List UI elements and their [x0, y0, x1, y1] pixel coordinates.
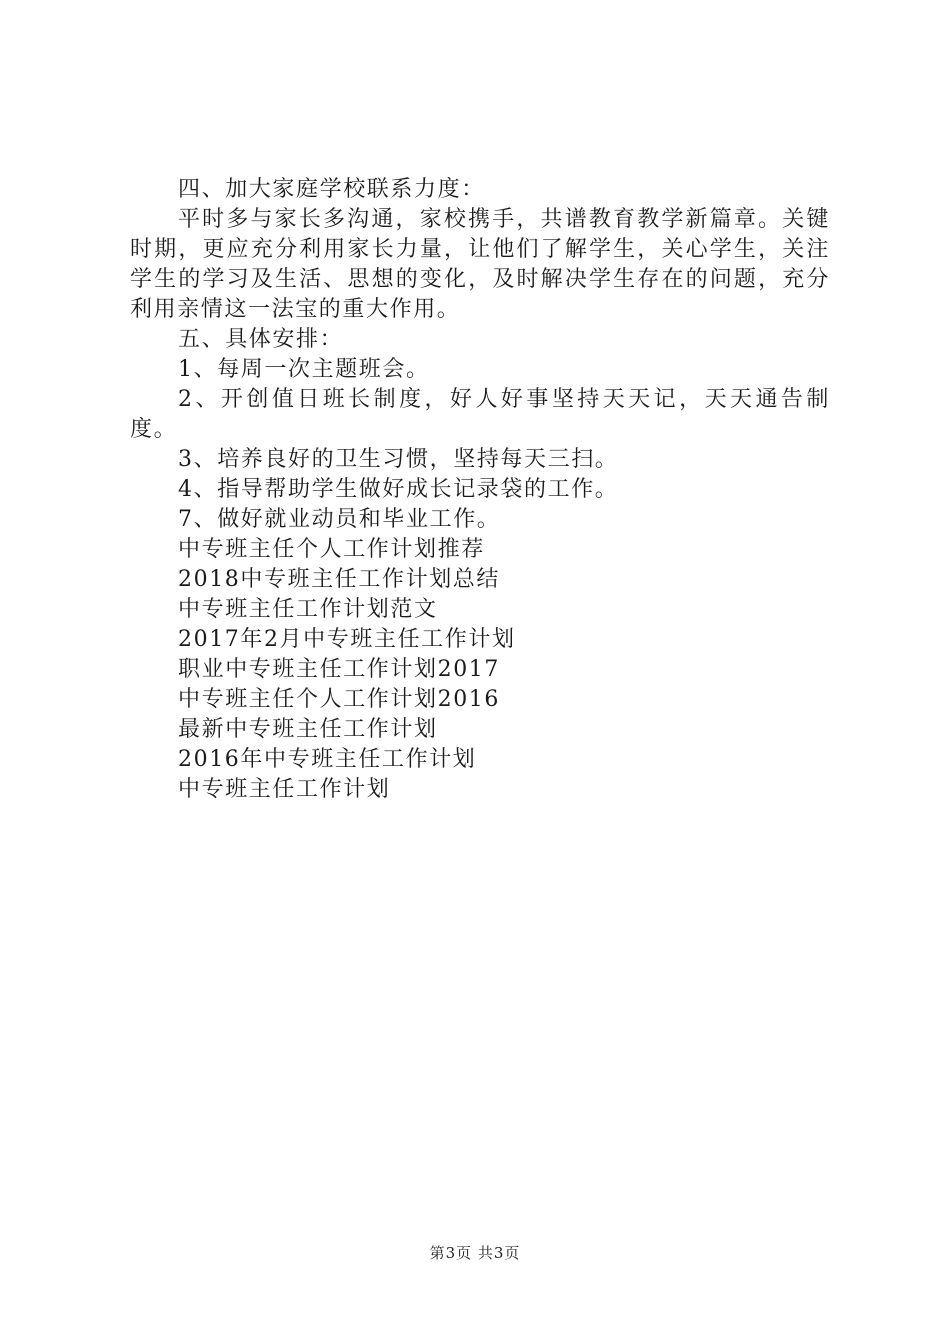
- related-link[interactable]: 2016年中专班主任工作计划: [178, 747, 477, 772]
- arrangement-item: 7、做好就业动员和毕业工作。: [178, 507, 501, 532]
- arrangement-item: 2、开创值日班长制度，好人好事坚持天天记，天天通告制度。: [130, 387, 830, 442]
- related-links-list: [130, 535, 830, 805]
- page-number-footer: 第3页 共3页: [429, 1244, 521, 1262]
- related-link[interactable]: 2017年2月中专班主任工作计划: [178, 627, 516, 652]
- arrangement-item: 4、指导帮助学生做好成长记录袋的工作。: [178, 477, 619, 502]
- related-link[interactable]: 2018中专班主任工作计划总结: [178, 567, 500, 592]
- arrangement-item: 1、每周一次主题班会。: [178, 357, 430, 382]
- related-link[interactable]: 中专班主任工作计划: [178, 777, 391, 802]
- section-heading-family-school: 四、加大家庭学校联系力度：: [178, 177, 485, 202]
- section-body-family-school: 平时多与家长多沟通，家校携手，共谱教育教学新篇章。关键时期，更应充分利用家长力量，让他们了解学生，关心学生，关注学生的学习及生活、思想的变化，及时解决学生存在的问题，充分利用亲情这一法宝的重大作用。: [130, 207, 830, 322]
- document-body: [130, 175, 830, 805]
- related-link[interactable]: 最新中专班主任工作计划: [178, 717, 438, 742]
- related-link[interactable]: 中专班主任个人工作计划推荐: [178, 537, 485, 562]
- arrangement-item: 3、培养良好的卫生习惯，坚持每天三扫。: [178, 447, 619, 472]
- related-link[interactable]: 职业中专班主任工作计划2017: [178, 657, 500, 682]
- section-heading-arrangements: 五、具体安排：: [178, 327, 344, 352]
- related-link[interactable]: 中专班主任个人工作计划2016: [178, 687, 500, 712]
- related-link[interactable]: 中专班主任工作计划范文: [178, 597, 438, 622]
